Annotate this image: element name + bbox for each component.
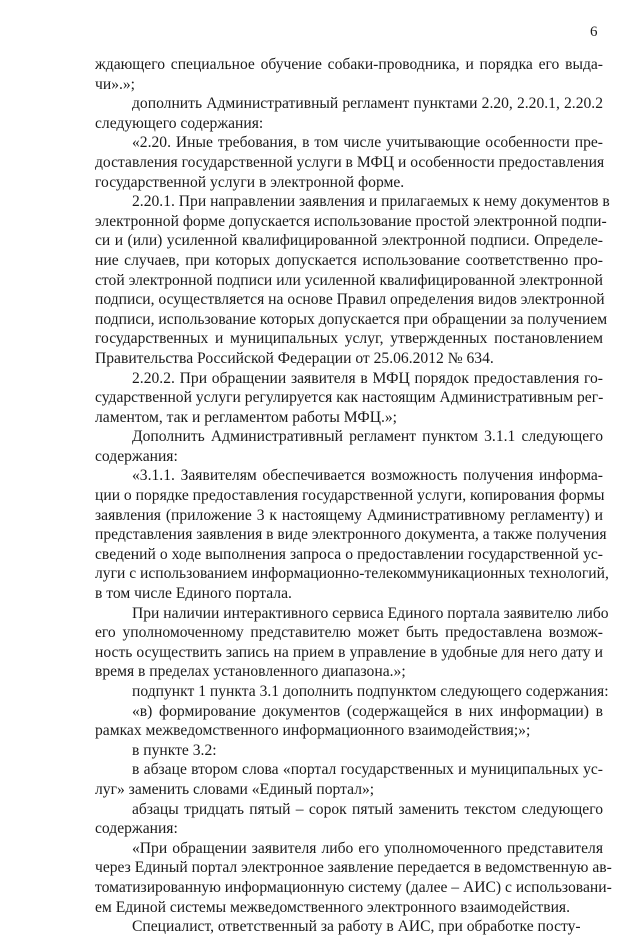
paragraph [95, 94, 603, 133]
text-line: государственной услуги в электронной форме. [95, 173, 405, 191]
text-line: томатизированную информационную систему (далее – АИС) с использовани- [95, 878, 612, 896]
paragraph [95, 702, 603, 741]
paragraph [95, 466, 609, 603]
text-line: его уполномоченному представителю может быть предоставлена возмож- [95, 624, 603, 642]
text-line: дополнить Административный регламент пунктами 2.20, 2.20.1, 2.20.2 [132, 95, 603, 113]
text-line: сударственной услуги регулируется как настоящим Административным рег- [95, 389, 604, 407]
text-line: 2.20.2. При обращении заявителя в МФЦ порядок предоставления го- [132, 369, 603, 387]
paragraph [95, 604, 609, 682]
text-line: содержания: [95, 820, 178, 838]
text-line: си и (или) усиленной квалифицированной электронной подписи. Определе- [95, 232, 603, 250]
text-line: стой электронной подписи или усиленной квалифицированной электронной [95, 271, 603, 289]
text-line: подписи, использование которых допускается при обращении за получением [95, 310, 608, 328]
page-number: 6 [590, 24, 598, 40]
paragraph [95, 682, 609, 702]
paragraph [95, 369, 603, 428]
paragraph [95, 800, 603, 839]
text-line: государственных и муниципальных услуг, утвержденных постановлением [95, 330, 603, 348]
text-line: Специалист, ответственный за работу в АИС, при обработке посту- [132, 918, 581, 936]
text-line: сведений о ходе выполнения запроса о предоставлении государственной ус- [95, 545, 603, 563]
text-line: ние случаев, при которых допускается использование соответственно про- [95, 251, 603, 269]
text-line: рамках межведомственного информационного взаимодействия;»; [95, 722, 531, 740]
text-line: время в пределах установленного диапазона.»; [95, 663, 406, 681]
text-line: заявления (приложение 3 к настоящему Административному регламенту) и [95, 506, 603, 524]
text-line: ность осуществить запись на прием в управление в удобные для него дату и [95, 643, 603, 661]
text-line: подпункт 1 пункта 3.1 дополнить подпунктом следующего содержания: [132, 683, 609, 700]
document-body [95, 55, 612, 937]
paragraph [95, 839, 612, 917]
text-line: ем Единой системы межведомственного электронного взаимодействия. [95, 898, 571, 916]
paragraph [95, 917, 603, 937]
text-line: Дополнить Административный регламент пунктом 3.1.1 следующего [132, 428, 603, 446]
text-line: чи».»; [95, 75, 136, 93]
text-line: следующего содержания: [95, 114, 264, 132]
text-line: луги с использованием информационно-телекоммуникационных технологий, [95, 565, 609, 583]
text-line: ции о порядке предоставления государственной услуги, копирования формы [95, 487, 605, 505]
text-line: ждающего специальное обучение собаки-проводника, и порядка его выда- [95, 56, 603, 73]
paragraph [95, 427, 603, 466]
paragraph [95, 192, 610, 368]
text-line: ламентом, так и регламентом работы МФЦ.»; [95, 408, 397, 426]
paragraph [95, 55, 603, 94]
text-line: «3.1.1. Заявителям обеспечивается возможность получения информа- [132, 467, 603, 485]
text-line: луг» заменить словами «Единый портал»; [95, 780, 375, 798]
paragraph [95, 760, 603, 799]
text-line: «в) формирование документов (содержащейся в них информации) в [132, 702, 603, 720]
text-line: абзацы тридцать пятый – сорок пятый заменить текстом следующего [132, 800, 603, 818]
text-line: в пункте 3.2: [132, 741, 217, 759]
text-line: «При обращении заявителя либо его уполномоченного представителя [132, 839, 603, 857]
text-line: Правительства Российской Федерации от 25.06.2012 № 634. [95, 349, 494, 367]
text-line: в абзаце втором слова «портал государственных и муниципальных ус- [132, 761, 603, 779]
text-line: подписи, осуществляется на основе Правил определения видов электронной [95, 291, 605, 309]
paragraph [95, 741, 603, 761]
text-line: «2.20. Иные требования, в том числе учитывающие особенности пре- [132, 134, 603, 152]
text-line: электронной форме допускается использование простой электронной подпи- [95, 212, 607, 230]
text-line: содержания: [95, 447, 178, 465]
text-line: При наличии интерактивного сервиса Единого портала заявителю либо [132, 604, 609, 622]
paragraph [95, 133, 603, 192]
text-line: доставления государственной услуги в МФЦ и особенности предоставления [95, 153, 605, 171]
text-line: через Единый портал электронное заявление передается в ведомственную ав- [95, 859, 612, 877]
text-line: 2.20.1. При направлении заявления и прилагаемых к нему документов в [132, 193, 610, 211]
text-line: представления заявления в виде электронного документа, а также получения [95, 526, 607, 544]
text-line: в том числе Единого портала. [95, 585, 292, 603]
